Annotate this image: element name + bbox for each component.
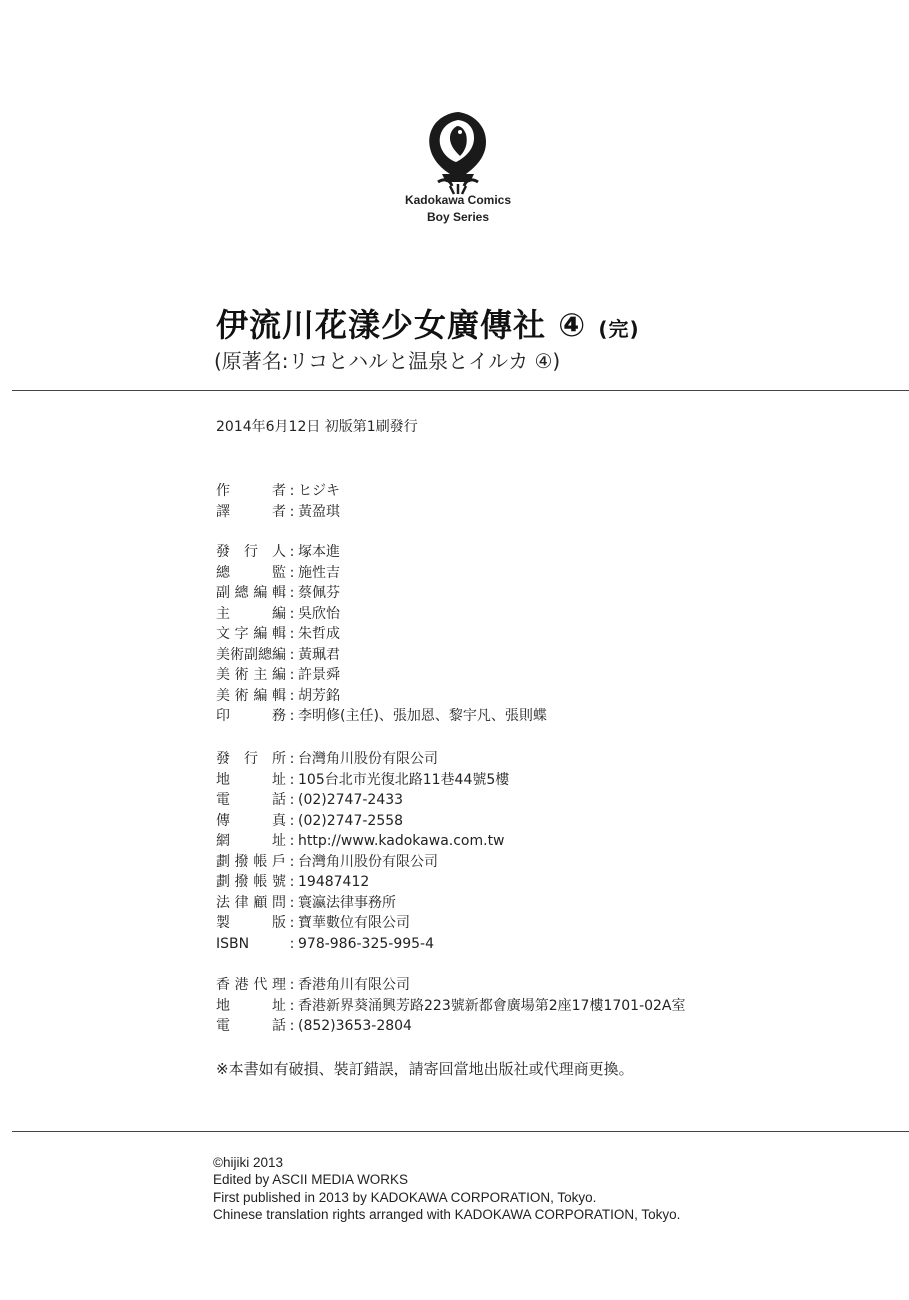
colon-separator: : [289,792,295,808]
field-value: 李明修(主任)、張加恩、黎宇凡、張則蝶 [298,708,547,724]
field-label: 總監 [216,564,286,581]
field-value: 寰瀛法律事務所 [298,894,396,911]
field-label: 發行所 [216,751,286,767]
field-value: (852)3653-2804 [298,1018,412,1034]
publisher-block [216,749,509,954]
field-label: 劃撥帳號 [216,874,286,890]
publisher-row [216,831,509,852]
publisher-row [216,872,509,893]
colon-separator: : [289,503,295,520]
publisher-row [216,749,509,770]
title-suffix: (完) [598,317,640,341]
field-value: 978-986-325-995-4 [298,935,435,952]
colon-separator: : [289,483,295,499]
credit-row [216,624,547,645]
publisher-row [216,770,509,791]
field-value: 許景舜 [298,667,340,683]
field-label: 主編 [216,605,286,622]
field-value: (02)2747-2433 [298,792,404,808]
credit-row [216,665,547,686]
book-title [216,300,640,346]
colon-separator: : [289,564,295,581]
credit-row [216,645,547,666]
publisher-row [216,811,509,832]
colon-separator: : [289,544,295,560]
field-label: 電話 [216,1018,286,1034]
field-label: 文字編輯 [216,626,286,642]
colon-separator: : [289,687,295,704]
publication-date: 2014年6月12日 初版第1刷發行 [216,419,418,435]
field-label: 副總編輯 [216,585,286,601]
field-value: 黃盈琪 [298,503,340,520]
credit-row [216,706,547,727]
field-label: 電話 [216,792,286,808]
colon-separator: : [289,935,295,952]
field-label: 地址 [216,997,286,1014]
field-value: 台灣角川股份有限公司 [298,853,438,870]
field-value: 香港新界葵涌興芳路223號新都會廣場第2座17樓1701-02A室 [298,997,686,1014]
colon-separator: : [289,812,295,829]
field-label: 網址 [216,833,286,849]
field-label: 發行人 [216,544,286,560]
hongkong-row [216,996,686,1017]
colon-separator: : [289,894,295,911]
title-main: 伊流川花漾少女廣傳社 ④ [216,306,587,344]
divider-top [12,390,909,391]
field-label: 香港代理 [216,977,286,993]
hongkong-block [216,975,686,1037]
field-value: ヒジキ [298,483,340,499]
field-value: 胡芳銘 [298,687,340,704]
copyright-line: Edited by ASCII MEDIA WORKS [213,1172,409,1188]
field-value: 黃珮君 [298,646,340,663]
field-value: (02)2747-2558 [298,812,404,829]
field-label: 美術副總編 [216,646,286,663]
field-value: 吳欣怡 [298,605,340,622]
field-value: http://www.kadokawa.com.tw [298,833,505,849]
field-label: 傳真 [216,812,286,829]
publisher-row [216,934,509,955]
credit-row [216,563,547,584]
colon-separator: : [289,708,295,724]
colon-separator: : [289,874,295,890]
colon-separator: : [289,626,295,642]
field-label: 製版 [216,915,286,931]
publisher-row [216,913,509,934]
colon-separator: : [289,833,295,849]
credit-row [216,542,547,563]
colon-separator: : [289,585,295,601]
colon-separator: : [289,771,295,788]
field-value: 施性吉 [298,564,340,581]
field-label: 作者 [216,483,286,499]
colon-separator: : [289,997,295,1014]
field-value: 台灣角川股份有限公司 [298,751,438,767]
field-value: 蔡佩芬 [298,585,340,601]
field-value: 香港角川有限公司 [298,977,410,993]
field-label: 美術主編 [216,667,286,683]
divider-bottom [12,1131,909,1132]
notice-text: ※本書如有破損、裝訂錯誤，請寄回當地出版社或代理商更換。 [216,1060,634,1078]
authors-block [216,481,340,522]
hongkong-row [216,975,686,996]
hongkong-row [216,1016,686,1037]
colon-separator: : [289,667,295,683]
field-value: 19487412 [298,874,370,890]
staff-block [216,542,547,727]
imprint-line-1: Kadokawa Comics [404,193,512,207]
publisher-row [216,852,509,873]
field-label: 地址 [216,771,286,788]
colon-separator: : [289,915,295,931]
field-label: 美術編輯 [216,687,286,704]
field-value: 朱哲成 [298,626,340,642]
imprint-line-2: Boy Series [426,210,490,224]
copyright-line: Chinese translation rights arranged with KADOKAWA CORPORATION, Tokyo. [213,1206,681,1222]
field-label: 法律顧問 [216,894,286,911]
colon-separator: : [289,751,295,767]
colon-separator: : [289,646,295,663]
colon-separator: : [289,605,295,622]
credit-row [216,686,547,707]
field-value: 塚本進 [298,544,340,560]
field-value: 105台北市光復北路11巷44號5樓 [298,771,510,788]
credit-row [216,604,547,625]
phoenix-logo-icon [420,108,496,196]
copyright-line: First published in 2013 by KADOKAWA CORPORATION, Tokyo. [213,1189,597,1205]
colon-separator: : [289,977,295,993]
copyright-line: ©hijiki 2013 [213,1155,283,1170]
credit-row [216,583,547,604]
publisher-row [216,893,509,914]
copyright-block [213,1154,680,1223]
field-label: 譯者 [216,503,286,520]
colon-separator: : [289,1018,295,1034]
colon-separator: : [289,853,295,870]
original-title: (原著名:リコとハルと温泉とイルカ ④) [214,349,561,373]
field-label: ISBN [216,935,250,952]
credit-row [216,481,340,502]
credit-row [216,502,340,523]
field-label: 劃撥帳戶 [216,853,286,870]
field-label: 印務 [216,708,286,724]
field-value: 寶華數位有限公司 [298,915,410,931]
publisher-row [216,790,509,811]
